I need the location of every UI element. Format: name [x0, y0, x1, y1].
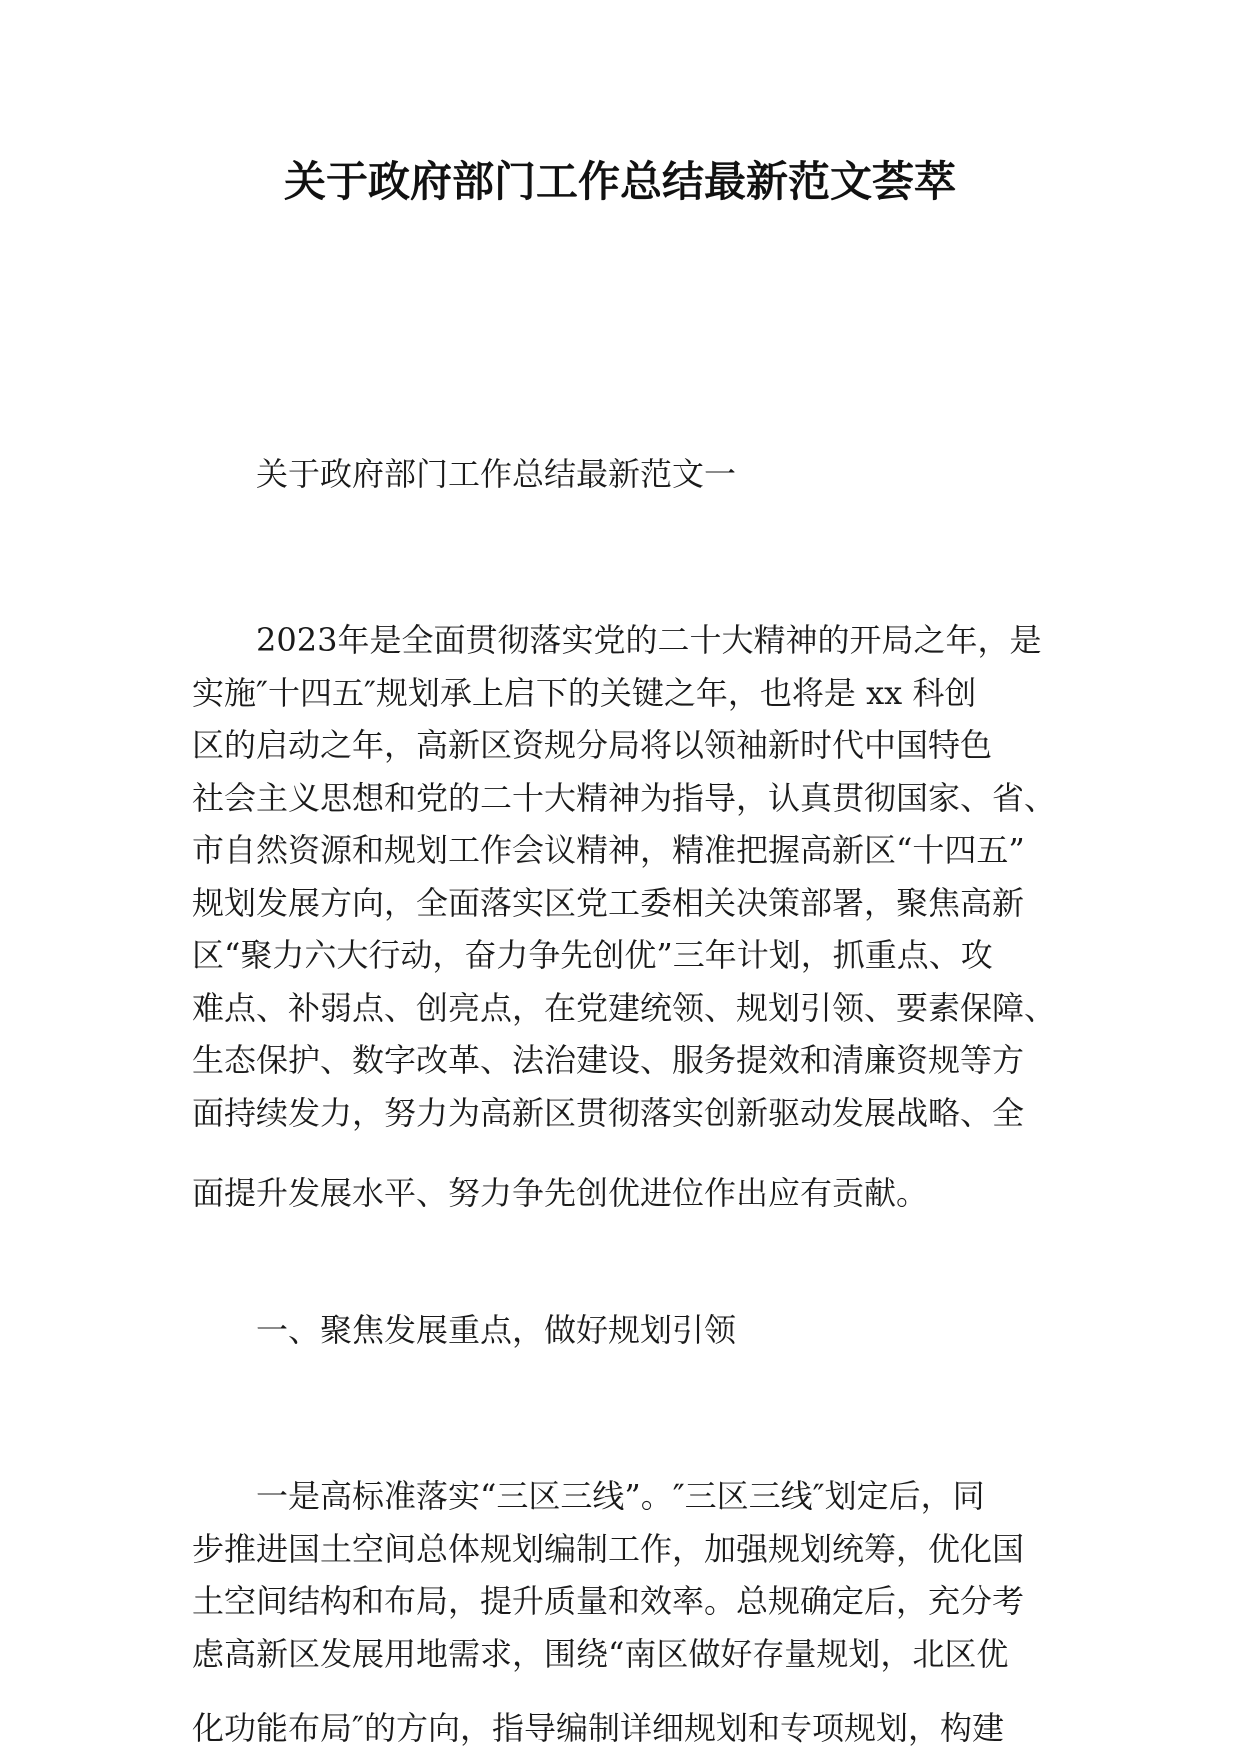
paragraph-line: 虑高新区发展用地需求，围绕“南区做好存量规划，北区优	[192, 1634, 1009, 1673]
paragraph-line: 实施″十四五″规划承上启下的关键之年，也将是 xx 科创	[192, 673, 977, 712]
paragraph-line: 生态保护、数字改革、法治建设、服务提效和清廉资规等方	[192, 1041, 1025, 1079]
intro-paragraph	[192, 614, 1062, 1220]
essay-subtitle: 关于政府部门工作总结最新范文一	[256, 455, 737, 493]
section-one-paragraph	[192, 1470, 1062, 1755]
document-title: 关于政府部门工作总结最新范文荟萃	[283, 157, 956, 206]
paragraph-line: 面持续发力，努力为高新区贯彻落实创新驱动发展战略、全	[192, 1093, 1025, 1132]
paragraph-line: 2023年是全面贯彻落实党的二十大精神的开局之年，是	[256, 621, 1042, 659]
paragraph-line: 化功能布局″的方向，指导编制详细规划和专项规划，构建	[192, 1709, 1004, 1747]
paragraph-line: 难点、补弱点、创亮点，在党建统领、规划引领、要素保障、	[192, 988, 1057, 1027]
paragraph-line: 步推进国土空间总体规划编制工作，加强规划统筹，优化国	[192, 1529, 1025, 1568]
paragraph-line: 一是高标准落实“三区三线”。″三区三线″划定后，同	[256, 1477, 985, 1515]
section-heading-one: 一、聚焦发展重点，做好规划引领	[256, 1311, 737, 1349]
paragraph-line: 社会主义思想和党的二十大精神为指导，认真贯彻国家、省、	[192, 778, 1057, 817]
paragraph-line: 规划发展方向，全面落实区党工委相关决策部署，聚焦高新	[192, 883, 1025, 922]
paragraph-line: 面提升发展水平、努力争先创优进位作出应有贡献。	[192, 1174, 929, 1212]
paragraph-line: 市自然资源和规划工作会议精神，精准把握高新区“十四五”	[192, 831, 1025, 869]
paragraph-line: 土空间结构和布局，提升质量和效率。总规确定后，充分考	[192, 1582, 1025, 1620]
paragraph-line: 区“聚力六大行动，奋力争先创优”三年计划，抓重点、攻	[192, 936, 993, 974]
paragraph-line: 区的启动之年，高新区资规分局将以领袖新时代中国特色	[192, 726, 993, 764]
